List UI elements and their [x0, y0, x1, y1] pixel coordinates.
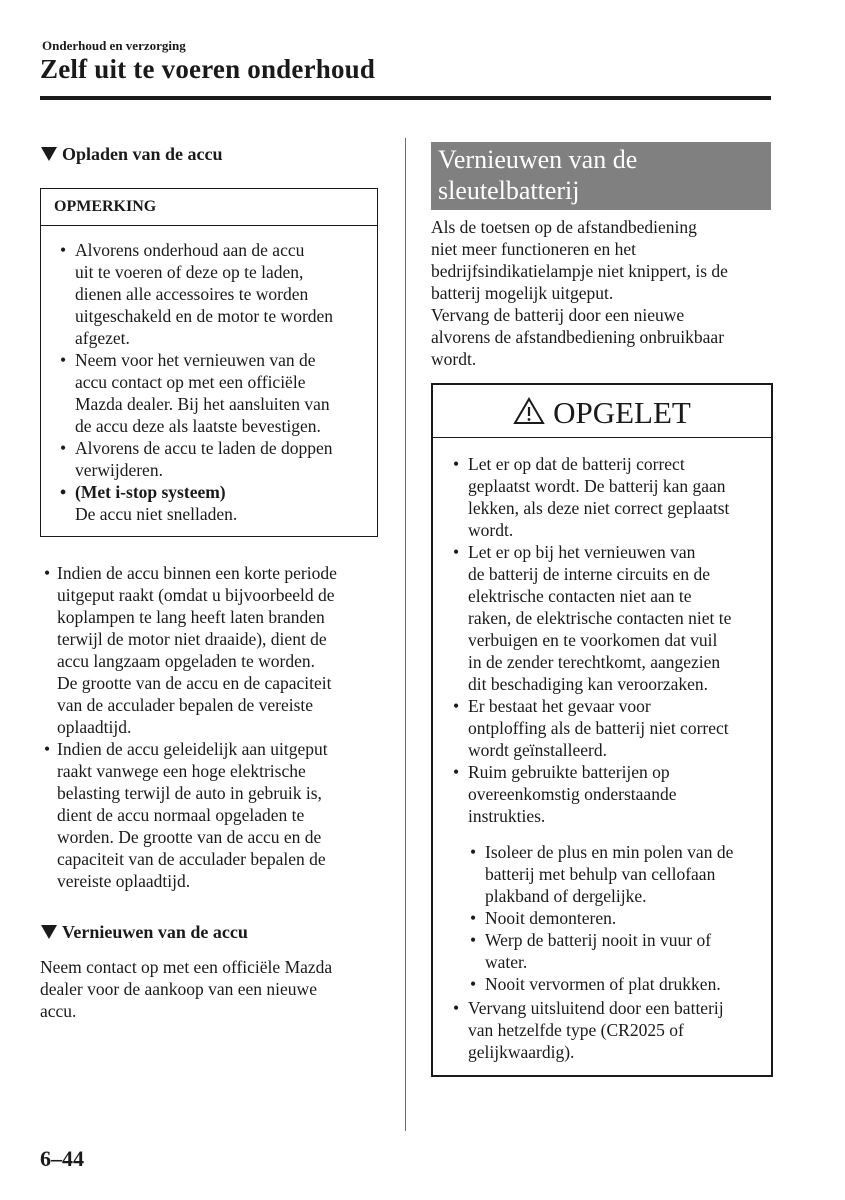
page-title: Zelf uit te voeren onderhoud: [40, 54, 376, 84]
caution-header: [433, 385, 771, 438]
caution-final-list: [453, 997, 768, 1063]
paragraph-vernieuwen-accu: Neem contact op met een officiële Mazda dealer voor de aankoop van een nieuwe accu.: [40, 957, 333, 1021]
title-rule: [40, 96, 771, 100]
note-list: [60, 239, 375, 525]
note-title: OPMERKING: [41, 189, 377, 226]
caution-sublist: [470, 841, 770, 995]
warning-triangle-icon: [513, 397, 545, 425]
caution-item-4: • Ruim gebruikte batterijen op overeenkomstig onderstaande instrukties.: [453, 762, 677, 826]
triangle-down-icon: [41, 925, 57, 939]
caution-item-3: • Er bestaat het gevaar voor ontploffing als de batterij niet correct wordt geïnstalleerd.: [453, 696, 729, 760]
heading-opladen: Opladen van de accu: [41, 144, 223, 165]
left-bullet-2: • Indien de accu geleidelijk aan uitgeput raakt vanwege een hoge elektrische belasting terwijl de auto in gebruik is, dient de accu normaal opgeladen te worden. De grootte van de accu en de capaciteit van de acculader bepalen de vereiste oplaadtijd.: [44, 739, 328, 891]
note-box: [40, 188, 378, 537]
caution-subitem-1: • Isoleer de plus en min polen van de batterij met behulp van cellofaan plakband of dergelijke.: [470, 842, 734, 906]
note-item-1: • Alvorens onderhoud aan de accu uit te voeren of deze op te laden, dienen alle accessoires te worden uitgeschakeld en de motor te worden afgezet.: [60, 240, 334, 348]
section-label: Onderhoud en verzorging: [42, 38, 186, 53]
left-bullet-list: [44, 562, 379, 892]
note-item-2: • Neem voor het vernieuwen van de accu contact op met een officiële Mazda dealer. Bij het aansluiten van de accu deze als laatste bevestigen.: [60, 350, 330, 436]
caution-subitem-3: • Werp de batterij nooit in vuur of water.: [470, 930, 712, 972]
column-divider: [405, 138, 406, 1131]
note-item-3: • Alvorens de accu te laden de doppen verwijderen.: [60, 438, 333, 480]
caution-list: [453, 453, 768, 827]
triangle-down-icon: [41, 147, 57, 161]
section-header-bar: Vernieuwen van de sleutelbatterij: [431, 142, 771, 210]
caution-subitem-4: • Nooit vervormen of plat drukken.: [470, 974, 721, 994]
caution-item-2: • Let er op bij het vernieuwen van de batterij de interne circuits en de elektrische contacten niet aan te raken, de elektrische contacten niet te verbuigen en te voorkomen dat vuil in de zender terechtkomt, aangezien dit beschadiging kan veroorzaken.: [453, 542, 732, 694]
caution-item-1: • Let er op dat de batterij correct geplaatst wordt. De batterij kan gaan lekken, als deze niet correct geplaatst wordt.: [453, 454, 730, 540]
caution-subitem-2: • Nooit demonteren.: [470, 908, 617, 928]
caution-box: [431, 383, 773, 1077]
caution-title: OPGELET: [553, 395, 691, 430]
intro-paragraph: Als de toetsen op de afstandbediening niet meer functioneren en het bedrijfsindikatielampje niet knippert, is de batterij mogelijk uitgeput. Vervang de batterij door een nieuwe alvorens de afstandbediening onbruikbaar wordt.: [431, 217, 728, 369]
left-bullet-1: • Indien de accu binnen een korte periode uitgeput raakt (omdat u bijvoorbeeld de koplampen te lang heeft laten branden terwijl de motor niet draaide), dient de accu langzaam opgeladen te worden. De grootte van de accu en de capaciteit van de acculader bepalen de vereiste oplaadtijd.: [44, 563, 337, 737]
page-number: 6–44: [40, 1146, 84, 1171]
caution-item-5: • Vervang uitsluitend door een batterij van hetzelfde type (CR2025 of gelijkwaardig).: [453, 998, 724, 1062]
heading-vernieuwen-accu: Vernieuwen van de accu: [41, 922, 248, 943]
note-item-4: • (Met i-stop systeem) De accu niet snelladen.: [60, 482, 238, 524]
